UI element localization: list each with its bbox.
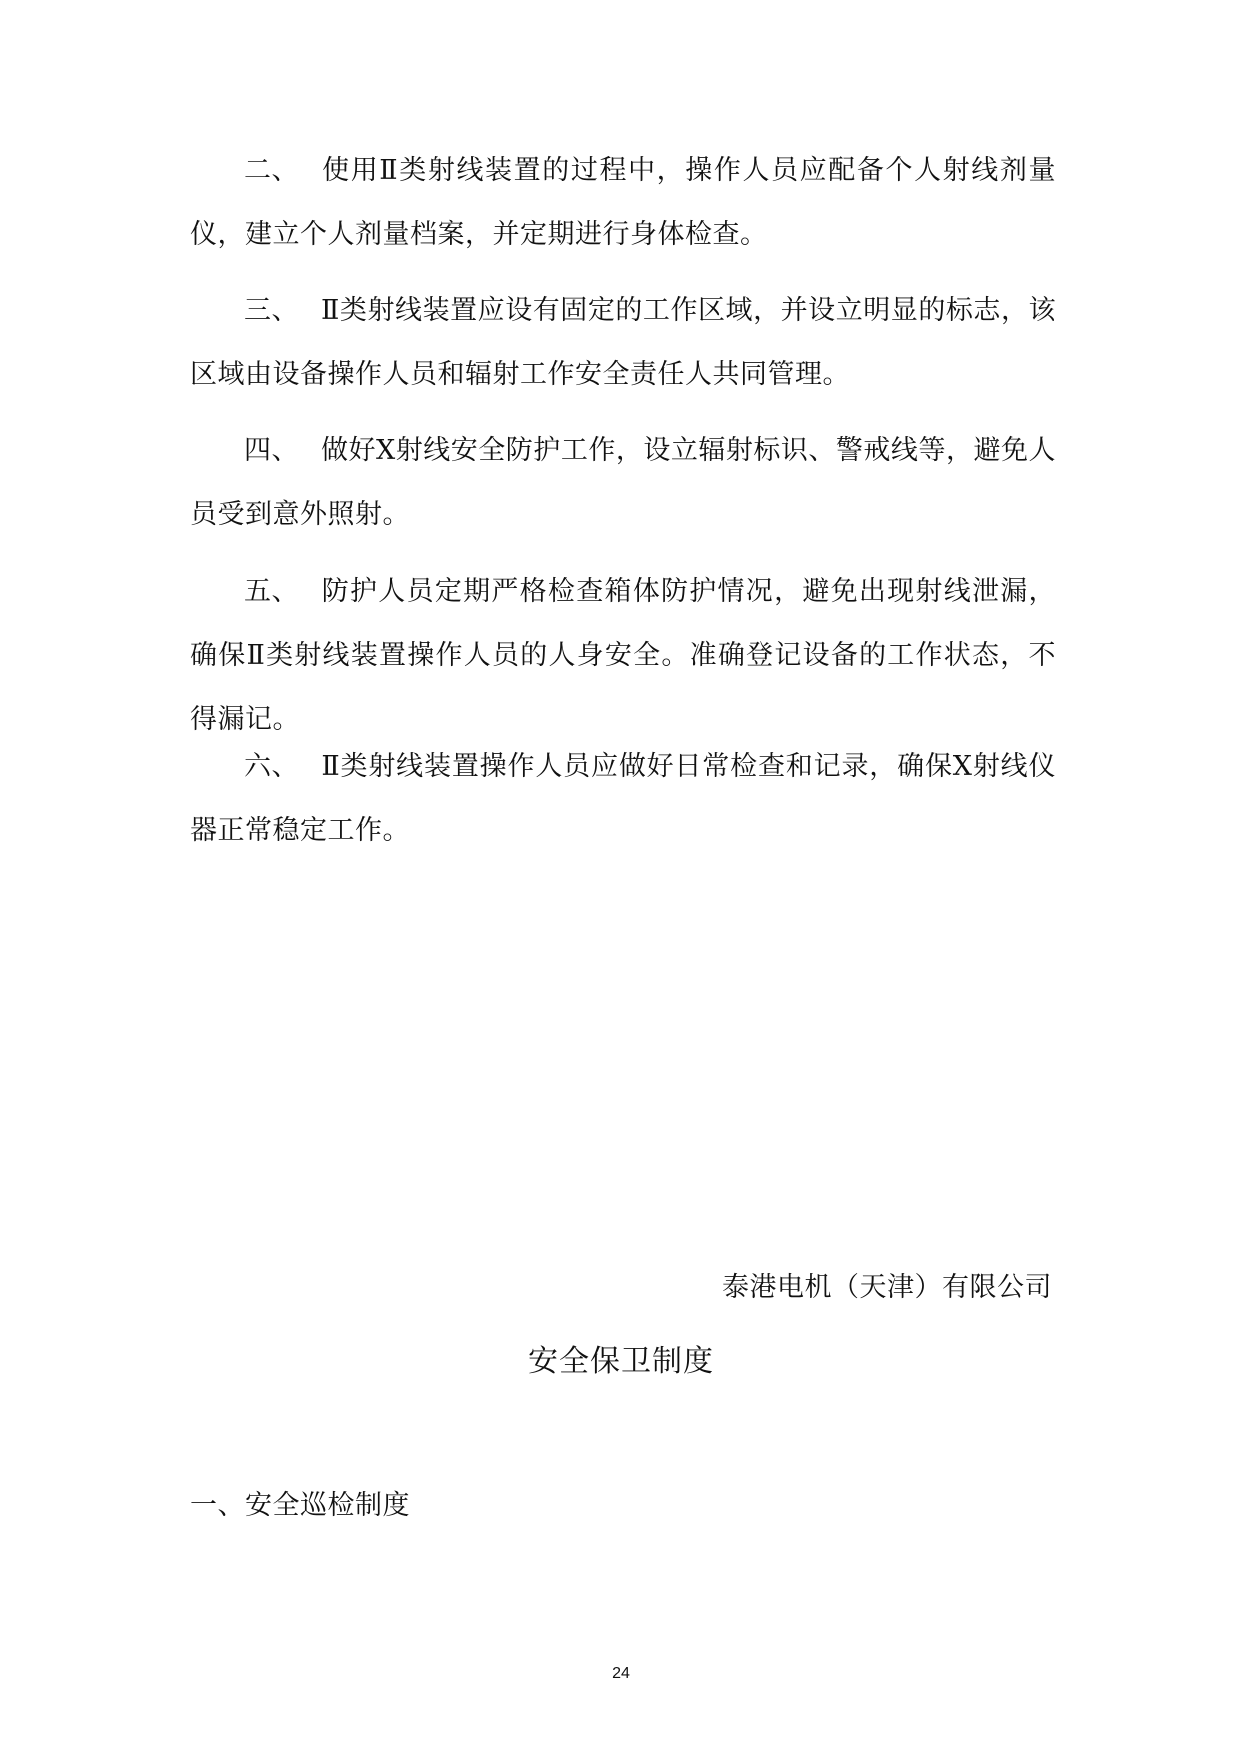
document-title: 安全保卫制度 — [528, 1344, 714, 1379]
clause-number: 五、 — [244, 576, 299, 607]
page-number: 24 — [612, 1665, 630, 1682]
clause-text: 做好X射线安全防护工作，设立辐射标识、警戒线等，避免人员受到意外照射。 — [190, 435, 1056, 530]
clause-text: Ⅱ类射线装置应设有固定的工作区域，并设立明显的标志，该区域由设备操作人员和辐射工作安全责任人共同管理。 — [190, 295, 1056, 390]
clause-number: 三、 — [244, 295, 299, 326]
company-signature: 泰港电机（天津）有限公司 — [722, 1272, 1052, 1303]
clause-number: 二、 — [244, 155, 299, 186]
clause-paragraph — [190, 139, 1056, 267]
clause-text: 防护人员定期严格检查箱体防护情况，避免出现射线泄漏，确保Ⅱ类射线装置操作人员的人身安全。准确登记设备的工作状态，不得漏记。 — [190, 576, 1056, 735]
clause-paragraph — [190, 279, 1056, 407]
clause-paragraph — [190, 735, 1056, 863]
clause-text: 使用Ⅱ类射线装置的过程中，操作人员应配备个人射线剂量仪，建立个人剂量档案，并定期进行身体检查。 — [190, 155, 1056, 250]
clause-number: 六、 — [244, 751, 299, 782]
clause-paragraph — [190, 560, 1056, 752]
section-heading: 一、安全巡检制度 — [190, 1490, 410, 1521]
clause-text: Ⅱ类射线装置操作人员应做好日常检查和记录，确保X射线仪器正常稳定工作。 — [190, 751, 1056, 846]
clause-paragraph — [190, 419, 1056, 547]
clause-number: 四、 — [244, 435, 299, 466]
